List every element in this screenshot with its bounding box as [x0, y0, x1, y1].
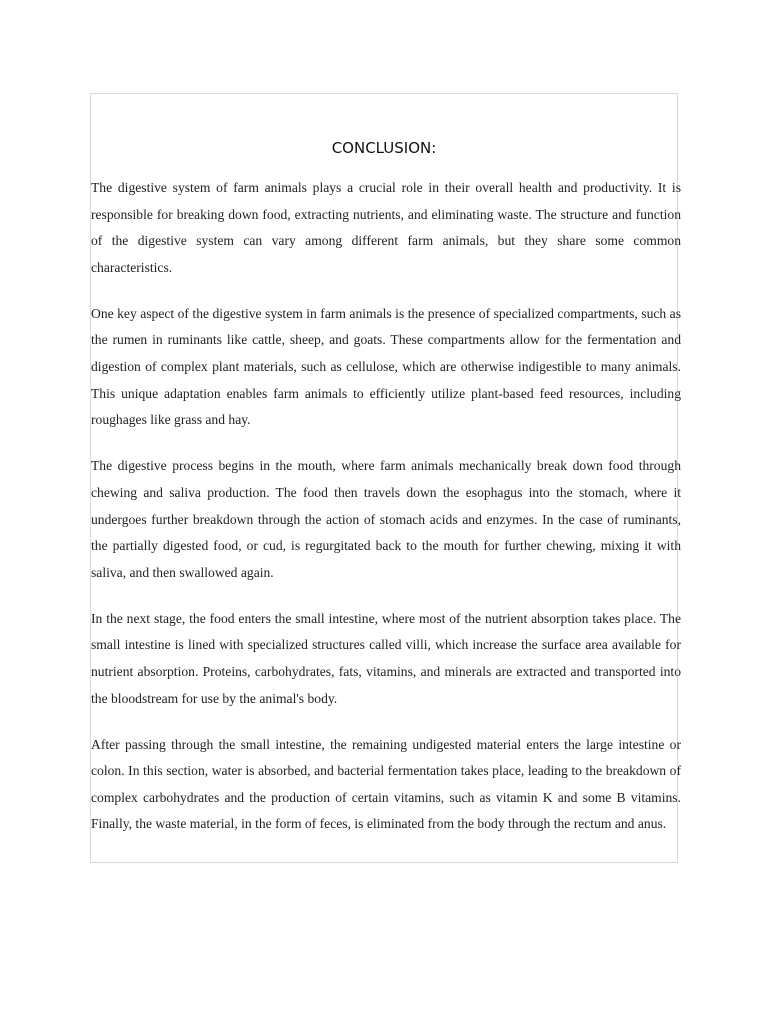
paragraph: After passing through the small intestine, the remaining undigested material enters the large intestine or colon. In this section, water is absorbed, and bacterial fermentation takes place, leading to the breakdown of complex carbohydrates and the production of certain vitamins, such as vitamin K and some B vitamins. Finally, the waste material, in the form of feces, is eliminated from the body through the rectum and anus.	[91, 736, 681, 832]
paragraph: The digestive process begins in the mouth, where farm animals mechanically break down food through chewing and saliva production. The food then travels down the esophagus into the stomach, where it undergoes further breakdown through the action of stomach acids and enzymes. In the case of ruminants, the partially digested food, or cud, is regurgitated back to the mouth for further chewing, mixing it with saliva, and then swallowed again.	[91, 458, 681, 580]
document-body	[91, 175, 681, 858]
paragraph: The digestive system of farm animals plays a crucial role in their overall health and productivity. It is responsible for breaking down food, extracting nutrients, and eliminating waste. The structure and function of the digestive system can vary among different farm animals, but they share some common characteristics.	[91, 180, 681, 275]
paragraph: In the next stage, the food enters the small intestine, where most of the nutrient absorption takes place. The small intestine is lined with specialized structures called villi, which increase the surface area available for nutrient absorption. Proteins, carbohydrates, fats, vitamins, and minerals are extracted and transported into the bloodstream for use by the animal's body.	[91, 610, 681, 706]
paragraph: One key aspect of the digestive system in farm animals is the presence of specialized compartments, such as the rumen in ruminants like cattle, sheep, and goats. These compartments allow for the fermentation and digestion of complex plant materials, such as cellulose, which are otherwise indigestible to many animals. This unique adaptation enables farm animals to efficiently utilize plant-based feed resources, including roughages like grass and hay.	[91, 305, 681, 428]
page-title: CONCLUSION:	[331, 139, 437, 157]
